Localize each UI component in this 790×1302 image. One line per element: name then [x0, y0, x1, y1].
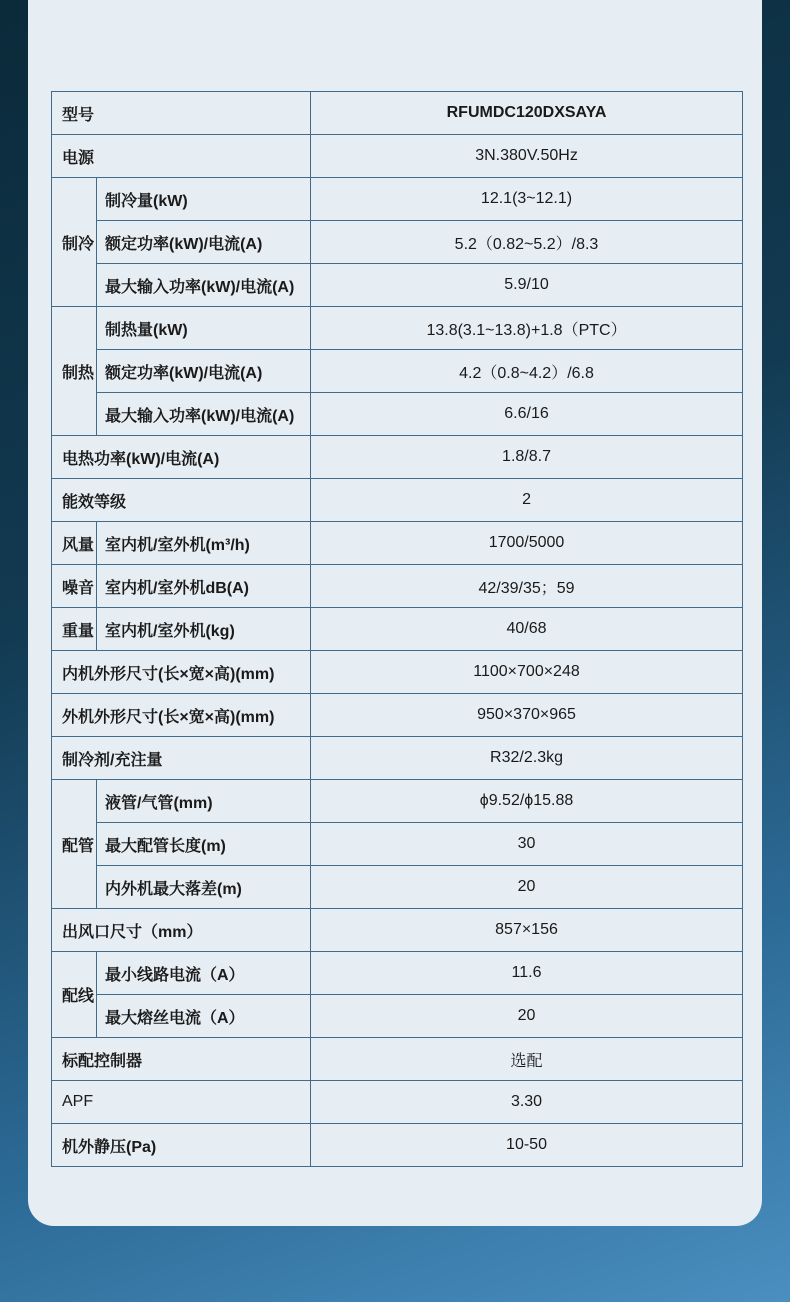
- table-row: [52, 264, 743, 307]
- row-label: 最大熔丝电流（A）: [97, 995, 311, 1038]
- row-label: 最大输入功率(kW)/电流(A): [97, 264, 311, 307]
- row-label: 型号: [52, 92, 311, 135]
- table-row: [52, 522, 743, 565]
- spec-table: [51, 91, 743, 1167]
- row-label: 额定功率(kW)/电流(A): [97, 221, 311, 264]
- table-row: [52, 823, 743, 866]
- row-value: 5.9/10: [311, 264, 743, 307]
- table-row: [52, 1038, 743, 1081]
- table-row: [52, 436, 743, 479]
- row-value: 13.8(3.1~13.8)+1.8（PTC）: [311, 307, 743, 350]
- row-label: 最大输入功率(kW)/电流(A): [97, 393, 311, 436]
- row-label: 制热量(kW): [97, 307, 311, 350]
- table-row: [52, 651, 743, 694]
- row-label: 室内机/室外机dB(A): [97, 565, 311, 608]
- table-row: [52, 307, 743, 350]
- row-value: 857×156: [311, 909, 743, 952]
- table-row: [52, 178, 743, 221]
- row-value: 1.8/8.7: [311, 436, 743, 479]
- group-label: 制热: [52, 307, 97, 436]
- row-value: 6.6/16: [311, 393, 743, 436]
- row-label: 液管/气管(mm): [97, 780, 311, 823]
- table-row: [52, 909, 743, 952]
- row-value: 40/68: [311, 608, 743, 651]
- row-value: 10-50: [311, 1124, 743, 1167]
- row-value: 3.30: [311, 1081, 743, 1124]
- row-value: R32/2.3kg: [311, 737, 743, 780]
- row-label: 室内机/室外机(kg): [97, 608, 311, 651]
- row-value: 11.6: [311, 952, 743, 995]
- group-label: 配管: [52, 780, 97, 909]
- table-row: [52, 952, 743, 995]
- row-label: 最小线路电流（A）: [97, 952, 311, 995]
- row-label: 制冷量(kW): [97, 178, 311, 221]
- row-label: 电热功率(kW)/电流(A): [52, 436, 311, 479]
- row-value: 1700/5000: [311, 522, 743, 565]
- table-row: [52, 780, 743, 823]
- table-row: [52, 608, 743, 651]
- table-row: [52, 1124, 743, 1167]
- row-value: 4.2（0.8~4.2）/6.8: [311, 350, 743, 393]
- row-label: 制冷剂/充注量: [52, 737, 311, 780]
- row-label: 内外机最大落差(m): [97, 866, 311, 909]
- group-label: 配线: [52, 952, 97, 1038]
- row-value: 20: [311, 995, 743, 1038]
- row-value: 3N.380V.50Hz: [311, 135, 743, 178]
- group-label: 噪音: [52, 565, 97, 608]
- table-row: [52, 866, 743, 909]
- table-row: [52, 995, 743, 1038]
- row-value: 选配: [311, 1038, 743, 1081]
- table-row: [52, 221, 743, 264]
- row-label: APF: [52, 1081, 311, 1124]
- table-row: [52, 565, 743, 608]
- table-row: [52, 694, 743, 737]
- row-value: RFUMDC120DXSAYA: [311, 92, 743, 135]
- row-label: 出风口尺寸（mm）: [52, 909, 311, 952]
- row-value: 950×370×965: [311, 694, 743, 737]
- group-label: 风量: [52, 522, 97, 565]
- table-row: [52, 350, 743, 393]
- row-label: 最大配管长度(m): [97, 823, 311, 866]
- table-row: [52, 135, 743, 178]
- row-value: 20: [311, 866, 743, 909]
- row-label: 能效等级: [52, 479, 311, 522]
- row-value: 1100×700×248: [311, 651, 743, 694]
- row-value: 2: [311, 479, 743, 522]
- row-value: 30: [311, 823, 743, 866]
- row-label: 外机外形尺寸(长×宽×高)(mm): [52, 694, 311, 737]
- row-label: 内机外形尺寸(长×宽×高)(mm): [52, 651, 311, 694]
- row-label: 额定功率(kW)/电流(A): [97, 350, 311, 393]
- row-label: 标配控制器: [52, 1038, 311, 1081]
- group-label: 重量: [52, 608, 97, 651]
- table-row: [52, 737, 743, 780]
- row-value: 5.2（0.82~5.2）/8.3: [311, 221, 743, 264]
- row-label: 机外静压(Pa): [52, 1124, 311, 1167]
- row-value: ϕ9.52/ϕ15.88: [311, 780, 743, 823]
- table-row: [52, 92, 743, 135]
- table-row: [52, 1081, 743, 1124]
- row-label: 电源: [52, 135, 311, 178]
- row-value: 12.1(3~12.1): [311, 178, 743, 221]
- group-label: 制冷: [52, 178, 97, 307]
- row-value: 42/39/35；59: [311, 565, 743, 608]
- row-label: 室内机/室外机(m³/h): [97, 522, 311, 565]
- table-row: [52, 393, 743, 436]
- table-row: [52, 479, 743, 522]
